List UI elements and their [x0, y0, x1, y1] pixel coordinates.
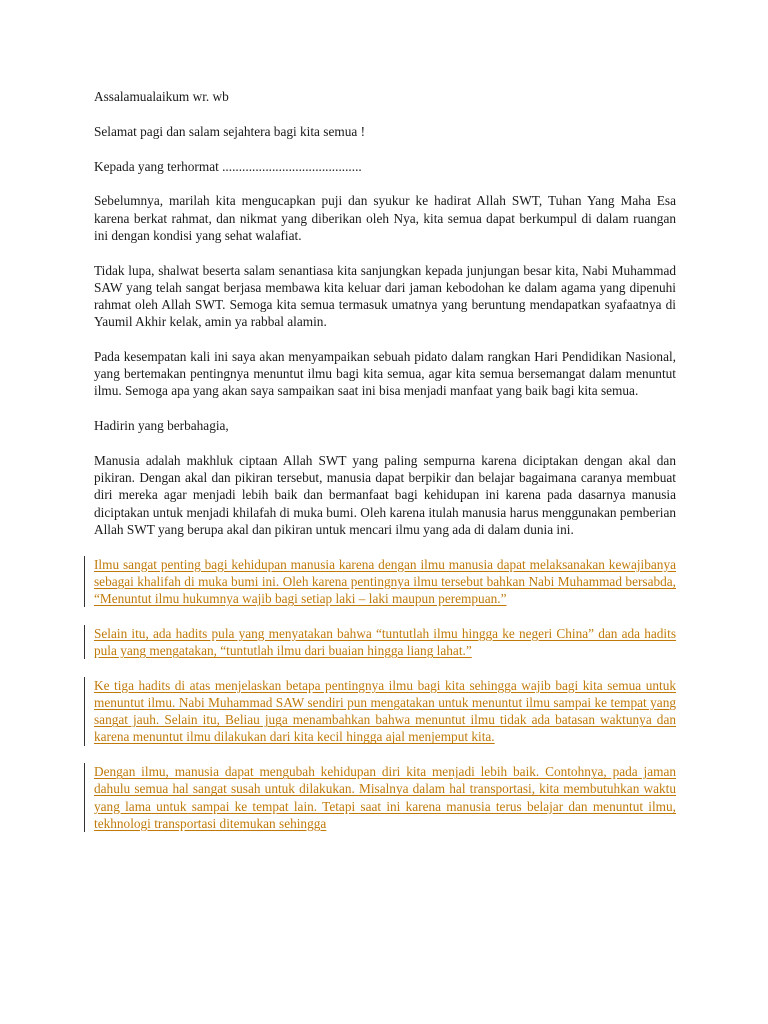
tracked-paragraph-text: Ke tiga hadits di atas menjelaskan betapa pentingnya ilmu bagi kita sehingga wajib bagi kita semua untuk menuntut ilmu. Nabi Muhammad SAW sendiri pun mengatakan untuk menuntut ilmu sampai ke tempat yang sangat jauh. Selain itu, Beliau juga menambahkan bahwa menuntut ilmu tidak ada batasan waktunya dan karena menuntut ilmu dilakukan dari kita kecil hingga ajal menjemput kita.	[94, 677, 676, 745]
change-bar	[84, 677, 85, 746]
change-bar	[84, 625, 85, 659]
tracked-paragraph-example	[94, 763, 676, 832]
paragraph-opening: Sebelumnya, marilah kita mengucapkan puji dan syukur ke hadirat Allah SWT, Tuhan Yang Maha Esa karena berkat rahmat, dan nikmat yang diberikan oleh Nya, kita semua dapat berkumpul di dalam ruangan ini dengan kondisi yang sehat walafiat.	[94, 193, 676, 243]
paragraph-shalawat: Tidak lupa, shalwat beserta salam senantiasa kita sanjungkan kepada junjungan besar kita, Nabi Muhammad SAW yang telah sangat berjasa membawa kita keluar dari jaman kebodohan ke dalam agama yang dipenuhi rahmat oleh Allah SWT. Semoga kita semua termasuk umatnya yang beruntung mendapatkan syafaatnya di Yaumil Akhir kelak, amin ya rabbal alamin.	[94, 262, 676, 330]
tracked-paragraph-text: Selain itu, ada hadits pula yang menyatakan bahwa “tuntutlah ilmu hingga ke negeri China” dan ada hadits pula yang mengatakan, “tuntutlah ilmu dari buaian hingga liang lahat.”	[94, 625, 676, 659]
tracked-paragraph-hadith	[94, 625, 676, 659]
tracked-paragraph-explanation	[94, 677, 676, 746]
tracked-paragraph-text: Dengan ilmu, manusia dapat mengubah kehidupan diri kita menjadi lebih baik. Contohnya, pada jaman dahulu semua hal sangat susah untuk dilakukan. Misalnya dalam hal transportasi, kita membutuhkan waktu yang lama untuk sampai ke tempat lain. Tetapi saat ini karena manusia terus belajar dan menuntut ilmu, tekhnologi transportasi ditemukan sehingga	[94, 764, 676, 831]
tracked-paragraph-text: Ilmu sangat penting bagi kehidupan manusia karena dengan ilmu manusia dapat melaksanakan kewajibanya sebagai khalifah di muka bumi ini. Oleh karena pentingnya ilmu tersebut bahkan Nabi Muhammad bersabda, “Menuntut ilmu hukumnya wajib bagi setiap laki – laki maupun perempuan.”	[94, 556, 676, 607]
paragraph-human-nature: Manusia adalah makhluk ciptaan Allah SWT yang paling sempurna karena diciptakan dengan akal dan pikiran. Dengan akal dan pikiran tersebut, manusia dapat berpikir dan belajar bagaimana caranya membuat diri mereka agar menjadi lebih baik dan bermanfaat bagi kehidupan ini karena pada dasarnya manusia diciptakan untuk menjadi khilafah di muka bumi. Oleh karena itulah manusia harus menggunakan pemberian Allah SWT yang berupa akal dan pikiran untuk mencari ilmu yang ada di dalam dunia ini.	[94, 453, 676, 537]
salutation-line: Selamat pagi dan salam sejahtera bagi kita semua !	[94, 123, 366, 139]
change-bar	[84, 556, 85, 608]
paragraph-audience-address: Hadirin yang berbahagia,	[94, 418, 229, 434]
change-bar	[84, 763, 85, 832]
addressee-line: Kepada yang terhormat ..........................................	[94, 158, 362, 174]
document-body	[94, 88, 676, 850]
tracked-paragraph-importance	[94, 556, 676, 608]
greeting-line: Assalamualaikum wr. wb	[94, 89, 229, 104]
paragraph-purpose: Pada kesempatan kali ini saya akan menyampaikan sebuah pidato dalam rangkan Hari Pendidikan Nasional, yang bertemakan pentingnya menuntut ilmu bagi kita semua, agar kita semua bersemangat dalam menuntut ilmu. Semoga apa yang akan saya sampaikan saat ini bisa menjadi manfaat yang baik bagi kita semua.	[94, 349, 676, 399]
